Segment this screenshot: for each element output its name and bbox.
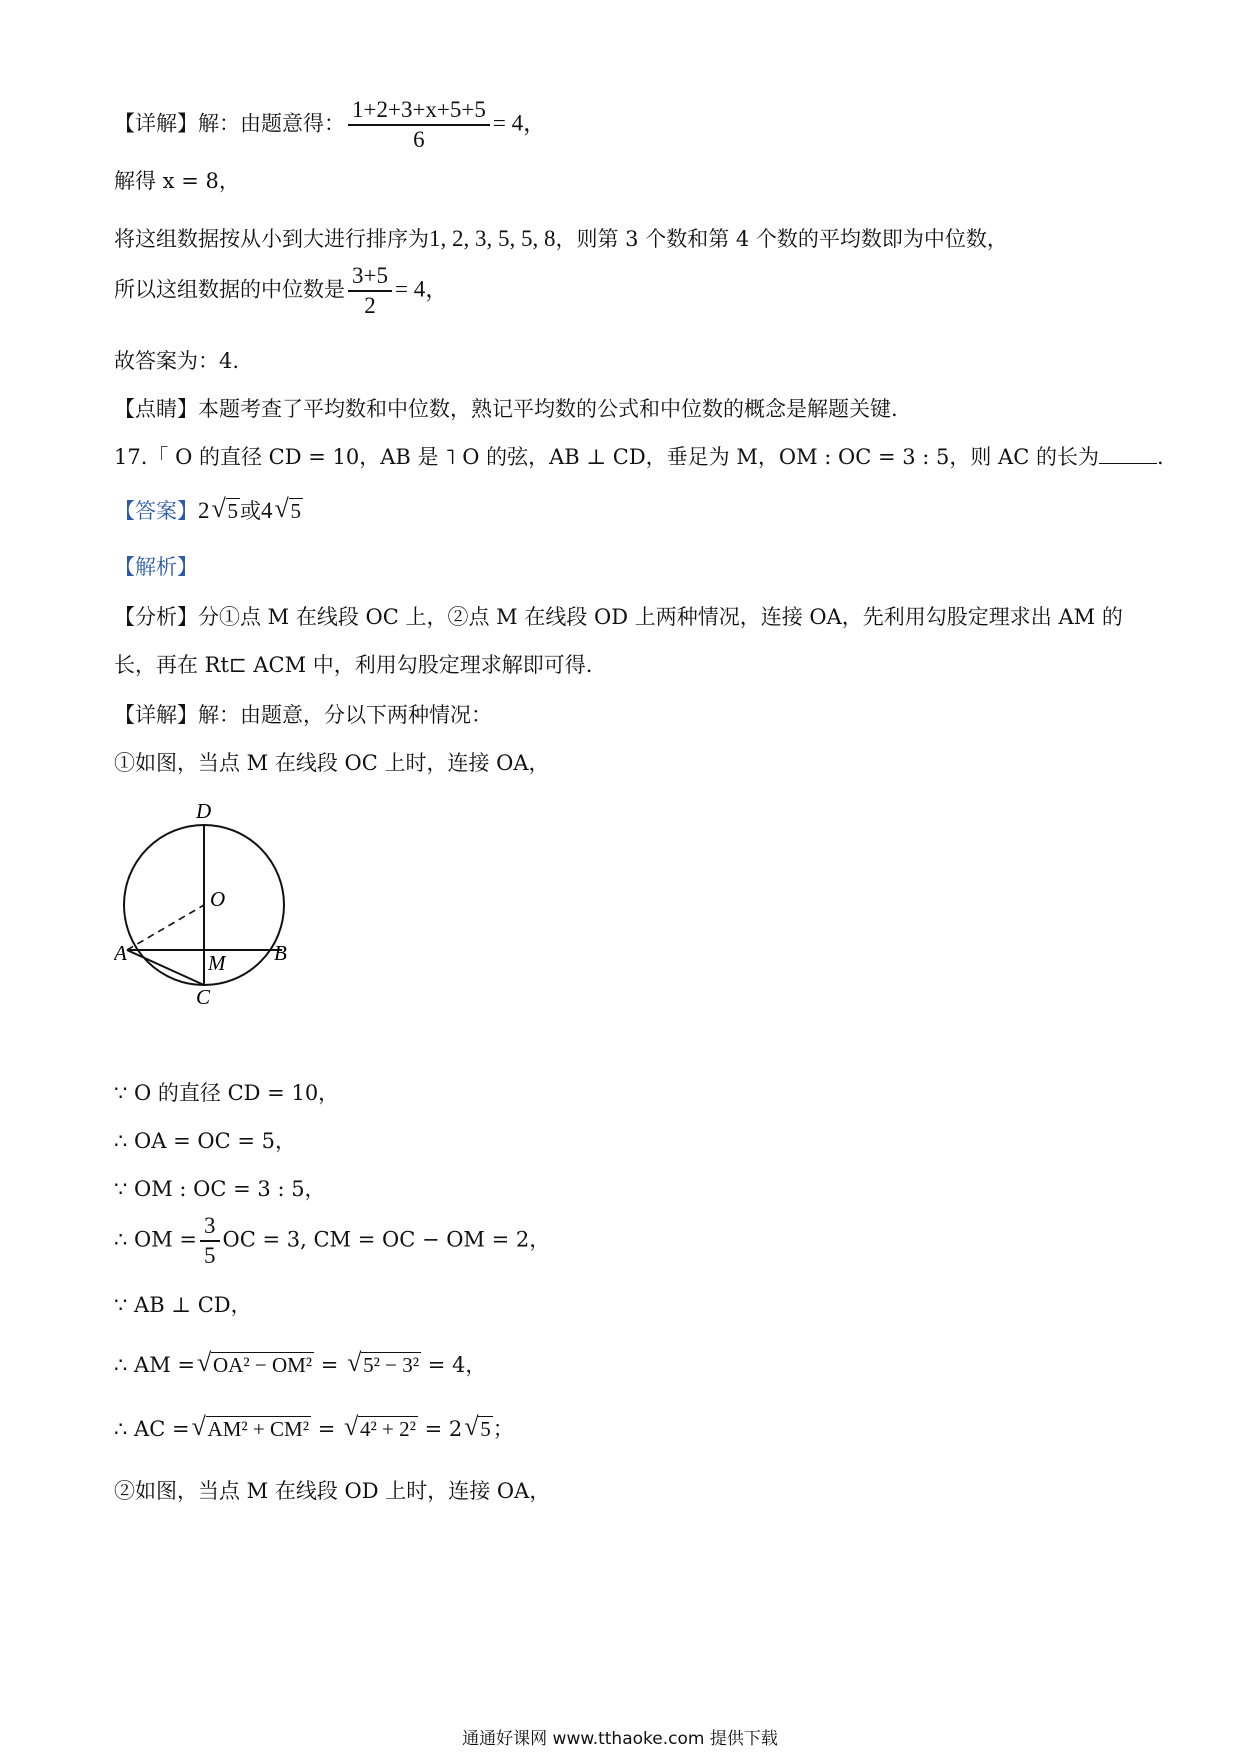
sqrt-am: √ OA² − OM²: [197, 1350, 314, 1380]
label-o: O: [210, 887, 226, 911]
step-1: ∵ O 的直径 CD = 10，: [114, 1081, 340, 1105]
label-c: C: [196, 985, 211, 1009]
sqrt-5-c: √ 5: [464, 1414, 493, 1444]
answer-blank: [1099, 445, 1157, 464]
footer-source: 通通好课网 www.tthaoke.com 提供下载: [462, 1729, 778, 1749]
label-m: M: [208, 951, 226, 975]
median-line: 所以这组数据的中位数是 $\frac{3+5}{2}$ = 4，: [114, 263, 449, 318]
circle-figure: [114, 800, 304, 1020]
sqrt-ac: √ AM² + CM²: [192, 1414, 311, 1444]
segment-oa: [127, 905, 204, 950]
label-a: A: [114, 941, 127, 965]
sort-line: 将这组数据按从小到大进行排序为1, 2, 3, 5, 5, 8，则第 3 个数和第 4 个数的平均数即为中位数，: [114, 226, 1008, 251]
step-7: ∴ AC =√ AM² + CM² = √ 4² + 2² = 2√ 5；: [114, 1414, 514, 1444]
xiangjie-line: 【详解】解：由题意，分以下两种情况：: [114, 703, 492, 727]
sqrt-ac-values: √ 4² + 2²: [344, 1414, 418, 1444]
answer-statement: 故答案为：4.: [114, 349, 240, 373]
segment-ac: [127, 950, 204, 985]
label-b: B: [274, 941, 287, 965]
sqrt-5-b: √ 5: [275, 496, 304, 526]
step-3: ∵ OM : OC = 3 : 5，: [114, 1177, 326, 1201]
circle-diagram: [114, 800, 304, 1020]
fenxi-line-2: 长，再在 Rt⊏ ACM 中，利用勾股定理求解即可得.: [114, 653, 593, 677]
mean-fraction: $\frac{1+2+3+x+5+5}{6}$: [348, 96, 490, 154]
solve-x-line: 解得 x = 8，: [114, 169, 240, 193]
median-fraction: $\frac{3+5}{2}$: [348, 262, 392, 320]
om-fraction: $\frac{3}{5}$: [200, 1212, 220, 1270]
step-5: ∵ AB ⊥ CD，: [114, 1293, 252, 1317]
solution-prefix: 【详解】解：由题意得：: [114, 111, 345, 136]
answer-line: 【答案】2√ 5或4√ 5: [114, 496, 303, 526]
label-d: D: [196, 800, 212, 823]
step-6: ∴ AM =√ OA² − OM² = √ 5² − 3² = 4，: [114, 1350, 486, 1380]
step-2: ∴ OA = OC = 5，: [114, 1129, 296, 1153]
solution-line-mean: 【详解】解：由题意得： $\frac{1+2+3+x+5+5}{6}$ = 4，: [114, 97, 547, 152]
answer-tag: 【答案】: [114, 499, 198, 523]
question-17: 17.「 O 的直径 CD = 10，AB 是 ˥ O 的弦，AB ⊥ CD，垂足为 M，OM : OC = 3 : 5，则 AC 的长为 .: [114, 445, 1164, 469]
sqrt-am-values: √ 5² − 3²: [347, 1350, 421, 1380]
dianjing-line: 【点睛】本题考查了平均数和中位数，熟记平均数的公式和中位数的概念是解题关键.: [114, 397, 898, 421]
case-2-line: ②如图，当点 M 在线段 OD 上时，连接 OA，: [114, 1479, 551, 1503]
analysis-tag: 【解析】: [114, 555, 198, 579]
sqrt-5-a: √ 5: [212, 496, 241, 526]
step-4: ∴ OM = $\frac{3}{5}$ OC = 3, CM = OC − OM = 2，: [114, 1213, 551, 1268]
fenxi-line-1: 【分析】分①点 M 在线段 OC 上，②点 M 在线段 OD 上两种情况，连接 OA，先利用勾股定理求出 AM 的: [114, 605, 1123, 629]
case-1-line: ①如图，当点 M 在线段 OC 上时，连接 OA，: [114, 751, 550, 775]
